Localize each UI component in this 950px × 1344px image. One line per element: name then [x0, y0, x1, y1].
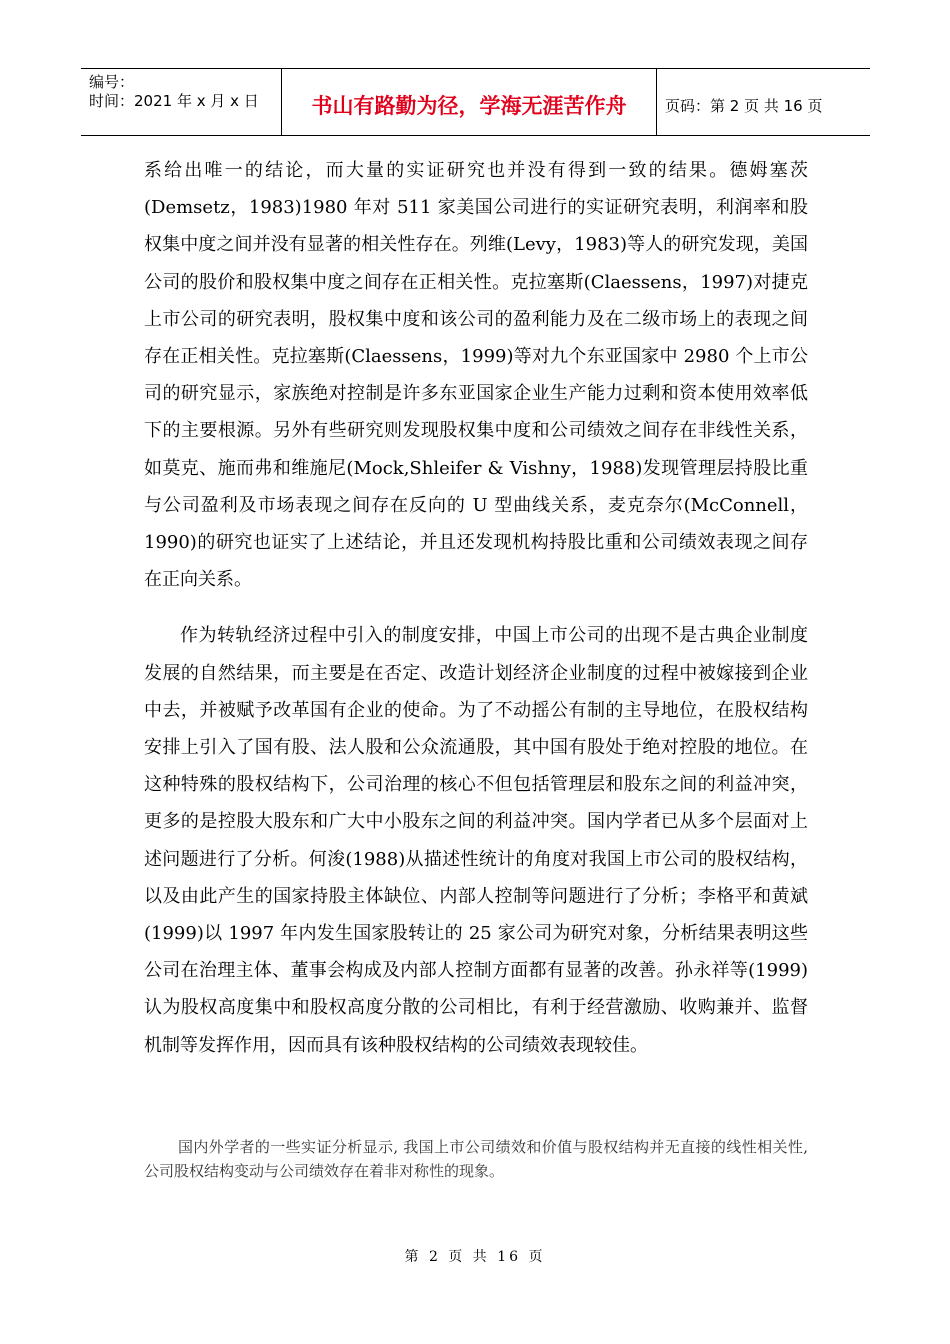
document-body — [144, 152, 808, 1064]
page-footer: 第 2 页 共 16 页 — [404, 1249, 546, 1265]
document-code-label: 编号： — [89, 73, 135, 91]
summary-note: 国内外学者的一些实证分析显示, 我国上市公司绩效和价值与股权结构并无直接的线性相关性, 公司股权结构变动与公司绩效存在着非对称性的现象。 — [144, 1138, 808, 1180]
header-motto: 书山有路勤为径，学海无涯苦作舟 — [282, 69, 657, 135]
document-date: 时间：2021 年 x 月 x 日 — [89, 92, 259, 110]
body-paragraph-1: 系给出唯一的结论，而大量的实证研究也并没有得到一致的结果。德姆塞茨(Demsetz，1983)1980 年对 511 家美国公司进行的实证研究表明，利润率和股权集中度之间并没有显著的相关性存在。列维(Levy，1983)等人的研究发现，美国公司的股价和股权集中度之间存在正相关性。克拉塞斯(Claessens，1997)对捷克上市公司的研究表明，股权集中度和该公司的盈利能力及在二级市场上的表现之间存在正相关性。克拉塞斯(Claessens，1999)等对九个东亚国家中 2980 个上市公司的研究显示，家族绝对控制是许多东亚国家企业生产能力过剩和资本使用效率低下的主要根源。另外有些研究则发现股权集中度和公司绩效之间存在非线性关系，如莫克、施而弗和维施尼(Mock,Shleifer & Vishny，1988)发现管理层持股比重与公司盈利及市场表现之间存在反向的 U 型曲线关系，麦克奈尔(McConnell，1990)的研究也证实了上述结论，并且还发现机构持股比重和公司绩效表现之间存在正向关系。 — [144, 160, 808, 591]
page-header — [81, 68, 870, 136]
body-paragraph-2: 作为转轨经济过程中引入的制度安排，中国上市公司的出现不是古典企业制度发展的自然结果，而主要是在否定、改造计划经济企业制度的过程中被嫁接到企业中去，并被赋予改革国有企业的使命。为了不动摇公有制的主导地位，在股权结构安排上引入了国有股、法人股和公众流通股，其中国有股处于绝对控股的地位。在这种特殊的股权结构下，公司治理的核心不但包括管理层和股东之间的利益冲突，更多的是控股大股东和广大中小股东之间的利益冲突。国内学者已从多个层面对上述问题进行了分析。何浚(1988)从描述性统计的角度对我国上市公司的股权结构，以及由此产生的国家持股主体缺位、内部人控制等问题进行了分析；李格平和黄斌(1999)以 1997 年内发生国家股转让的 25 家公司为研究对象，分析结果表明这些公司在治理主体、董事会构成及内部人控制方面都有显著的改善。孙永祥等(1999)认为股权高度集中和股权高度分散的公司相比，有利于经营激励、收购兼并、监督机制等发挥作用，因而具有该种股权结构的公司绩效表现较佳。 — [144, 625, 808, 1056]
header-meta — [81, 69, 282, 135]
header-page-info: 页码：第 2 页 共 16 页 — [665, 96, 823, 115]
